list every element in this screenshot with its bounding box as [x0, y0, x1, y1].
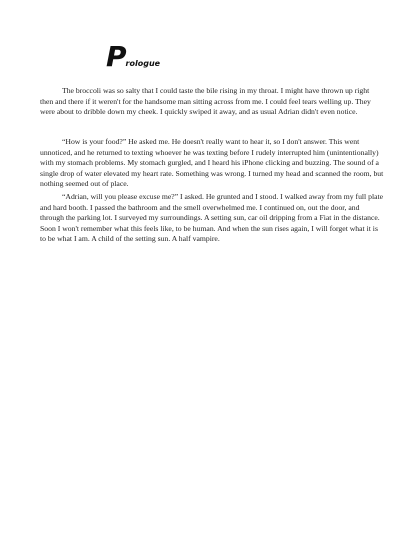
chapter-heading [106, 40, 160, 73]
paragraph-3: “Adrian, will you please excuse me?” I asked. He grunted and I stood. I walked away from my full plate and hard booth. I passed the bathroom and the smell overwhelmed me. I continued on, out the door, and through the parking lot. I surveyed my surroundings. A setting sun, car oil dripping from a Fiat in the distance. Soon I won't remember what this feels like, to be human. And when the sun rises again, I will forget what it is to be what I am. A child of the setting sun. A half vampire. [40, 192, 384, 243]
heading-initial-letter: P [106, 40, 126, 73]
paragraph-2: “How is your food?” He asked me. He doesn't really want to hear it, so I don't answer. This went unnoticed, and he returned to texting whoever he was texting before I rudely interrupted him (unintentionally) with my stomach problems. My stomach gurgled, and I heard his iPhone clicking and buzzing. The sound of a single drop of water elevated my heart rate. Something was wrong. I turned my head and scanned the room, but nothing seemed out of place. [40, 137, 384, 188]
heading-remainder: rologue [125, 59, 161, 68]
paragraph-1: The broccoli was so salty that I could taste the bile rising in my throat. I might have thrown up right then and there if it weren't for the handsome man sitting across from me. I could feel tears welling up. They were about to dribble down my cheek. I quickly swiped it away, and as usual Adrian didn't even notice. [40, 86, 371, 116]
